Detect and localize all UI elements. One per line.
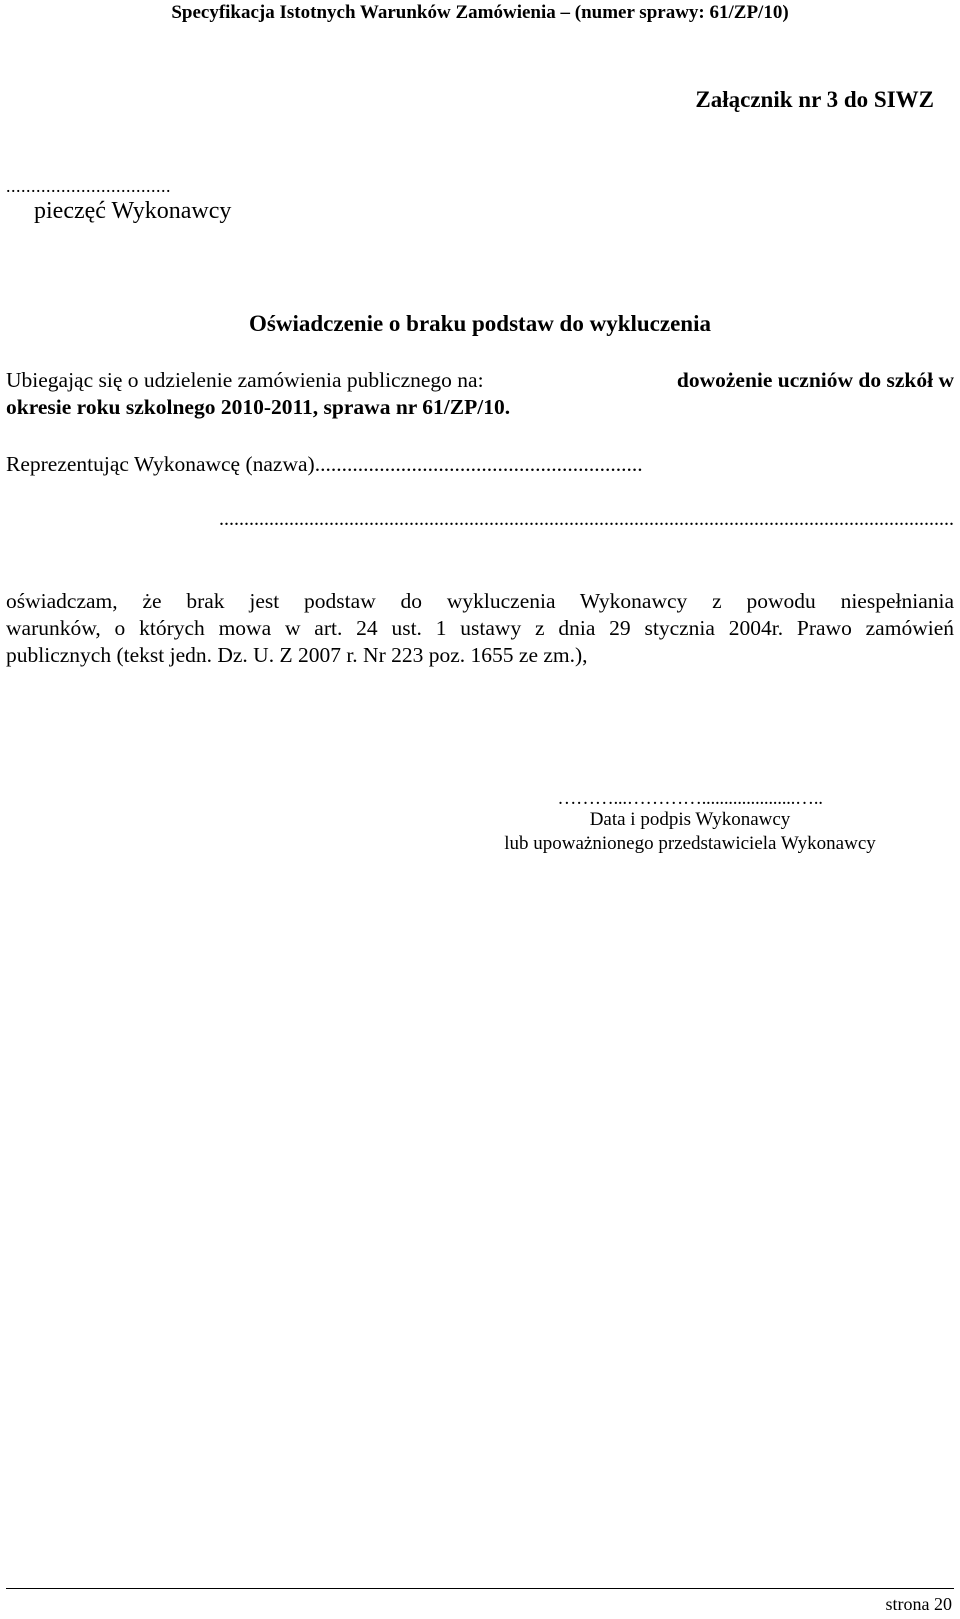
declaration-line: warunków, o których mowa w art. 24 ust. 1 ustawy z dnia 29 stycznia 2004r. Prawo zamówień xyxy=(6,616,954,640)
contract-subject: dowożenie uczniów do szkół w xyxy=(676,368,954,392)
declaration-line: oświadczam, że brak jest podstaw do wykluczenia Wykonawcy z powodu niespełniania xyxy=(6,589,954,613)
stamp-dots: ................................. xyxy=(6,176,171,196)
signature-fill-line: ………...………….....................….. xyxy=(557,788,823,809)
attachment-label: Załącznik nr 3 do SIWZ xyxy=(695,87,934,112)
signature-caption: Data i podpis Wykonawcy xyxy=(589,809,791,830)
contractor-name-fill-line: ................................................................................................................................................... xyxy=(219,508,954,530)
footer-rule xyxy=(6,1588,954,1589)
stamp-label: pieczęć Wykonawcy xyxy=(34,198,232,224)
page-number: strona 20 xyxy=(885,1594,952,1614)
declaration-line: publicznych (tekst jedn. Dz. U. Z 2007 r. Nr 223 poz. 1655 ze zm.), xyxy=(6,643,588,667)
running-header: Specyfikacja Istotnych Warunków Zamówienia – (numer sprawy: 61/ZP/10) xyxy=(171,2,789,23)
signature-caption-representative: lub upoważnionego przedstawiciela Wykonawcy xyxy=(504,833,876,854)
contract-subject-continued: okresie roku szkolnego 2010-2011, sprawa nr 61/ZP/10. xyxy=(6,395,511,419)
representing-contractor-line: Reprezentując Wykonawcę (nazwa)............................................................. xyxy=(6,452,643,476)
document-title: Oświadczenie o braku podstaw do wykluczenia xyxy=(249,311,711,336)
intro-text: Ubiegając się o udzielenie zamówienia publicznego na: xyxy=(6,368,484,392)
